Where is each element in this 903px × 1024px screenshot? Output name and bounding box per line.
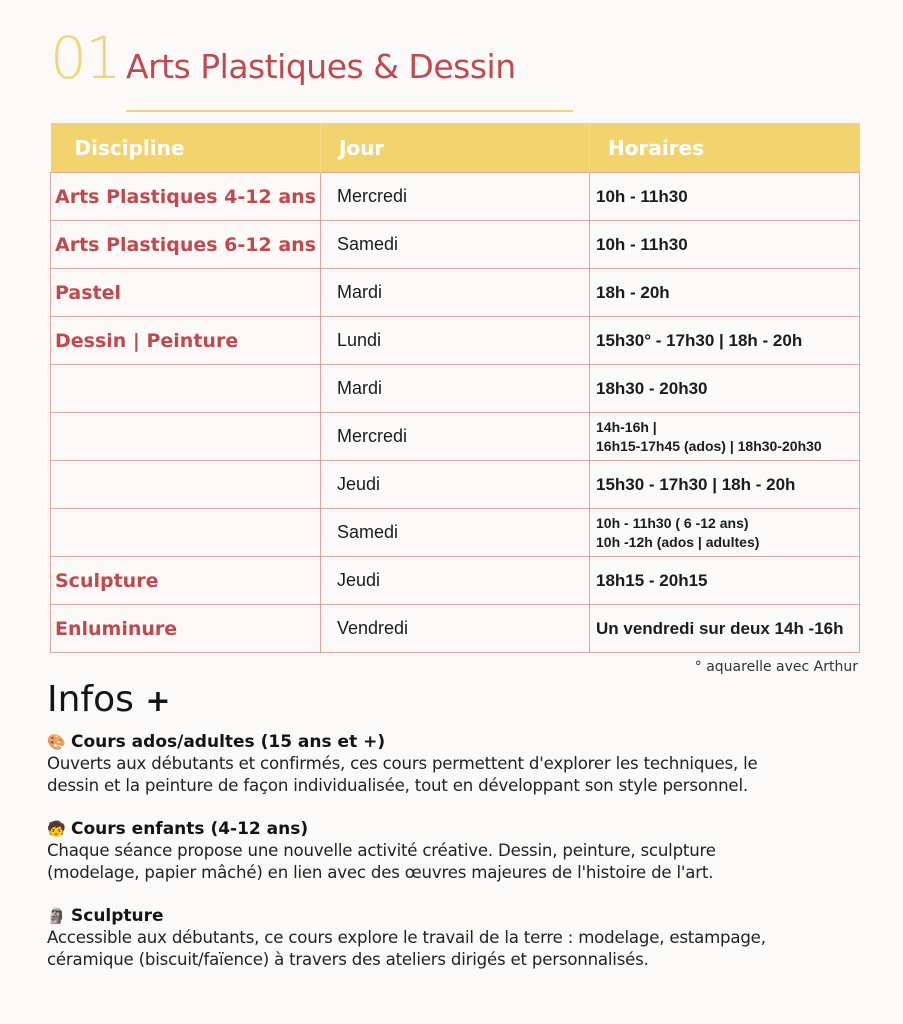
horaires-line: 10h - 11h30 (596, 234, 688, 254)
info-block-line: céramique (biscuit/faïence) à travers des ateliers dirigés et personnalisés. (47, 950, 649, 969)
statue-icon: 🗿 (47, 907, 66, 925)
cell-horaires (590, 317, 860, 365)
infos-heading (47, 679, 170, 720)
table-row (51, 269, 860, 317)
cell-jour: Samedi (321, 509, 590, 557)
table-row (51, 221, 860, 269)
table-row (51, 461, 860, 509)
cell-discipline (51, 365, 321, 413)
infos-title: Infos (47, 679, 134, 720)
horaires-line: 10h -12h (ados | adultes) (596, 533, 760, 550)
section-number: 01 (50, 24, 120, 92)
header-jour: Jour (321, 123, 590, 173)
cell-horaires (590, 269, 860, 317)
child-icon: 🧒 (47, 820, 66, 838)
cell-discipline: Sculpture (51, 557, 321, 605)
info-block-adults (47, 731, 877, 797)
footnote: ° aquarelle avec Arthur (694, 659, 858, 675)
cell-horaires (590, 461, 860, 509)
cell-discipline: Arts Plastiques 6-12 ans (51, 221, 321, 269)
horaires-line: 16h15-17h45 (ados) | 18h30-20h30 (596, 437, 822, 454)
info-block-line: (modelage, papier mâché) en lien avec des œuvres majeures de l'histoire de l'art. (47, 863, 714, 882)
horaires-line: Un vendredi sur deux 14h -16h (596, 618, 844, 638)
horaires-line: 18h30 - 20h30 (596, 378, 708, 398)
cell-horaires (590, 173, 860, 221)
info-block-title: Cours enfants (4-12 ans) (71, 819, 309, 839)
cell-jour: Mercredi (321, 173, 590, 221)
horaires-line: 15h30° - 17h30 | 18h - 20h (596, 330, 803, 350)
horaires-line: 18h - 20h (596, 282, 670, 302)
info-block-line: dessin et la peinture de façon individualisée, tout en développant son style personnel. (47, 776, 748, 795)
cell-discipline (51, 413, 321, 461)
cell-horaires (590, 413, 860, 461)
cell-jour: Samedi (321, 221, 590, 269)
cell-horaires (590, 221, 860, 269)
cell-jour: Lundi (321, 317, 590, 365)
cell-discipline: Pastel (51, 269, 321, 317)
table-row (51, 317, 860, 365)
table-row (51, 605, 860, 653)
schedule-table (50, 123, 860, 653)
info-block-line: Ouverts aux débutants et confirmés, ces cours permettent d'explorer les techniques, le (47, 754, 758, 773)
cell-horaires (590, 365, 860, 413)
cell-horaires (590, 557, 860, 605)
horaires-line: 10h - 11h30 ( 6 -12 ans) (596, 514, 749, 531)
title-underline (126, 110, 573, 112)
header-horaires: Horaires (590, 123, 860, 173)
cell-jour: Jeudi (321, 557, 590, 605)
table-row (51, 509, 860, 557)
info-block-heading (47, 818, 877, 840)
cell-horaires (590, 509, 860, 557)
cell-discipline: Arts Plastiques 4-12 ans (51, 173, 321, 221)
info-block-title: Sculpture (71, 906, 164, 926)
plus-icon: + (145, 684, 171, 719)
info-block-line: Accessible aux débutants, ce cours explore le travail de la terre : modelage, estampage, (47, 928, 766, 947)
section-heading (50, 22, 550, 102)
info-block-heading (47, 905, 877, 927)
table-row (51, 173, 860, 221)
palette-icon: 🎨 (47, 733, 66, 751)
horaires-line: 14h-16h | (596, 418, 657, 435)
info-block-line: Chaque séance propose une nouvelle activité créative. Dessin, peinture, sculpture (47, 841, 716, 860)
info-block-children (47, 818, 877, 884)
table-row (51, 413, 860, 461)
table-row (51, 557, 860, 605)
table-row (51, 365, 860, 413)
cell-horaires (590, 605, 860, 653)
horaires-line: 18h15 - 20h15 (596, 570, 708, 590)
info-block-sculpture (47, 905, 877, 971)
cell-discipline (51, 461, 321, 509)
cell-jour: Vendredi (321, 605, 590, 653)
section-title: Arts Plastiques & Dessin (126, 47, 516, 86)
cell-jour: Mardi (321, 365, 590, 413)
cell-discipline (51, 509, 321, 557)
table-header-row (51, 123, 860, 173)
cell-jour: Jeudi (321, 461, 590, 509)
horaires-line: 15h30 - 17h30 | 18h - 20h (596, 474, 796, 494)
cell-discipline: Dessin | Peinture (51, 317, 321, 365)
horaires-line: 10h - 11h30 (596, 186, 688, 206)
info-block-heading (47, 731, 877, 753)
cell-discipline: Enluminure (51, 605, 321, 653)
cell-jour: Mercredi (321, 413, 590, 461)
header-discipline: Discipline (51, 123, 321, 173)
info-block-title: Cours ados/adultes (15 ans et +) (71, 732, 386, 752)
cell-jour: Mardi (321, 269, 590, 317)
